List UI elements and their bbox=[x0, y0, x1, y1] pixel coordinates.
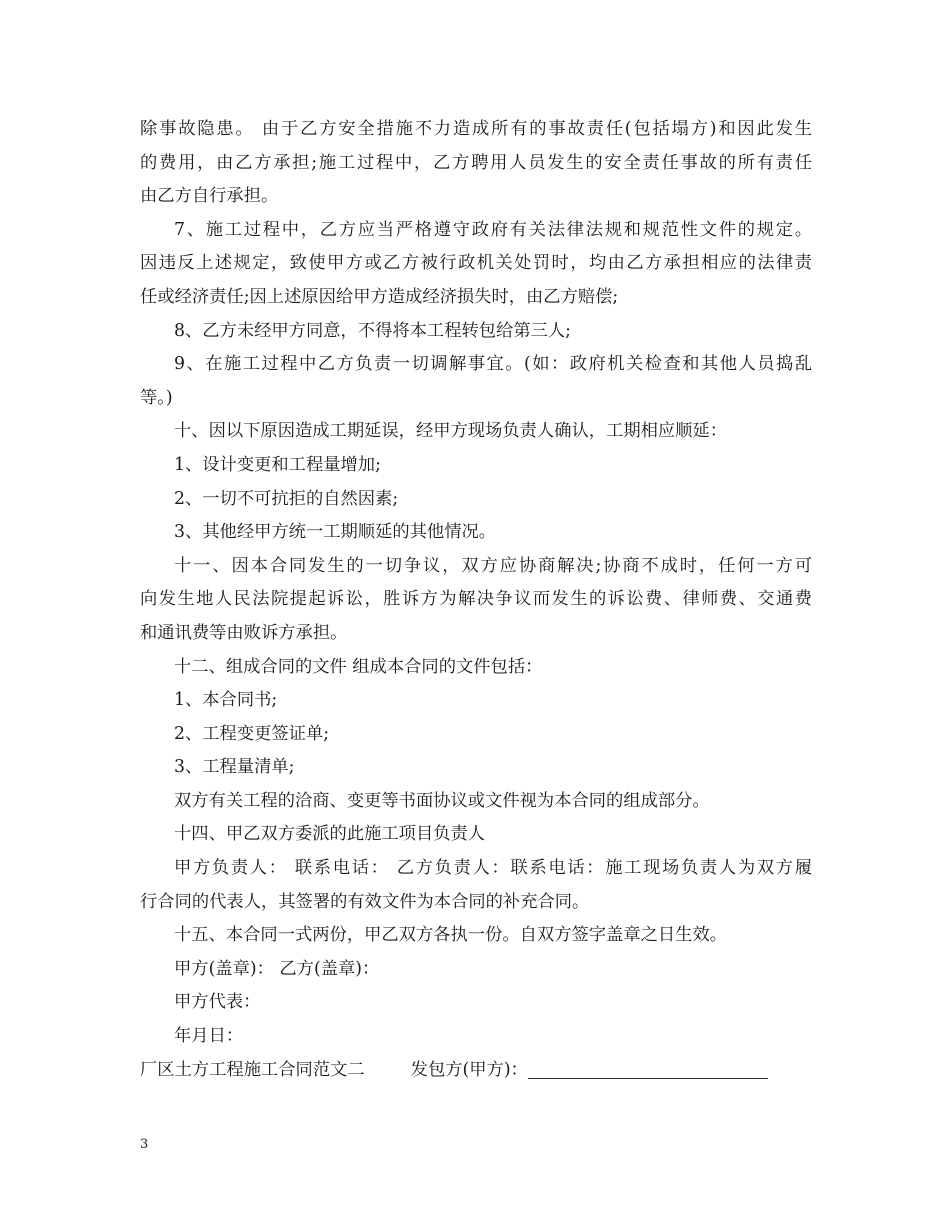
text-line: 7、施工过程中，乙方应当严格遵守政府有关法律法规和规范性文件的规定。 bbox=[174, 219, 812, 240]
text-line: 3、其他经甲方统一工期顺延的其他情况。 bbox=[174, 522, 497, 543]
text-line: 除事故隐患。 由于乙方安全措施不力造成所有的事故责任(包括塌方)和因此发生 bbox=[140, 119, 812, 139]
text-line: 十四、甲乙双方委派的此施工项目负责人 bbox=[174, 824, 486, 845]
text-line: 十一、因本合同发生的一切争议，双方应协商解决;协商不成时，任何一方可 bbox=[174, 555, 812, 576]
text-line: 等。) bbox=[140, 387, 173, 408]
text-line: 行合同的代表人，其签署的有效文件为本合同的补充合同。 bbox=[140, 891, 590, 912]
text-line: 十、因以下原因造成工期延误，经甲方现场负责人确认，工期相应顺延： bbox=[174, 421, 728, 442]
text-line: 的费用，由乙方承担;施工过程中，乙方聘用人员发生的安全责任事故的所有责任 bbox=[140, 152, 812, 173]
text-line: 双方有关工程的洽商、变更等书面协议或文件视为本合同的组成部分。 bbox=[174, 790, 710, 811]
text-line: 十五、本合同一式两份，甲乙双方各执一份。自双方签字盖章之日生效。 bbox=[174, 925, 728, 946]
text-line: 9、在施工过程中乙方负责一切调解事宜。(如：政府机关检查和其他人员捣乱 bbox=[174, 354, 812, 375]
text-line: 2、一切不可抗拒的自然因素; bbox=[174, 488, 399, 509]
next-contract-title: 厂区土方工程施工合同范文二 bbox=[140, 1059, 365, 1080]
text-line: 因违反上述规定，致使甲方或乙方被行政机关处罚时，均由乙方承担相应的法律责 bbox=[140, 253, 812, 274]
text-line: 8、乙方未经甲方同意，不得将本工程转包给第三人; bbox=[174, 320, 572, 341]
text-line: 甲方负责人： 联系电话： 乙方负责人：联系电话：施工现场负责人为双方履 bbox=[174, 858, 812, 879]
document-page bbox=[140, 113, 812, 1087]
text-line: 年月日： bbox=[174, 1026, 244, 1047]
text-line: 1、本合同书; bbox=[174, 690, 278, 711]
text-line: 1、设计变更和工程量增加; bbox=[174, 454, 381, 475]
next-contract-heading-line bbox=[140, 1054, 812, 1088]
employer-party-blank bbox=[528, 1058, 768, 1079]
text-line: 甲方(盖章)： 乙方(盖章)： bbox=[174, 958, 380, 979]
page-number: 3 bbox=[140, 1137, 149, 1152]
employer-party-label: 发包方(甲方)： bbox=[410, 1059, 528, 1080]
text-line: 2、工程变更签证单; bbox=[174, 723, 330, 744]
text-line: 3、工程量清单; bbox=[174, 757, 295, 778]
text-line: 由乙方自行承担。 bbox=[140, 186, 279, 207]
text-line: 和通讯费等由败诉方承担。 bbox=[140, 622, 348, 643]
text-line: 向发生地人民法院提起诉讼，胜诉方为解决争议而发生的诉讼费、律师费、交通费 bbox=[140, 589, 812, 610]
text-line: 十二、组成合同的文件 组成本合同的文件包括： bbox=[174, 656, 543, 677]
text-line: 任或经济责任;因上述原因给甲方造成经济损失时，由乙方赔偿; bbox=[140, 286, 619, 307]
document-body bbox=[140, 113, 812, 1054]
text-line: 甲方代表： bbox=[174, 992, 261, 1013]
